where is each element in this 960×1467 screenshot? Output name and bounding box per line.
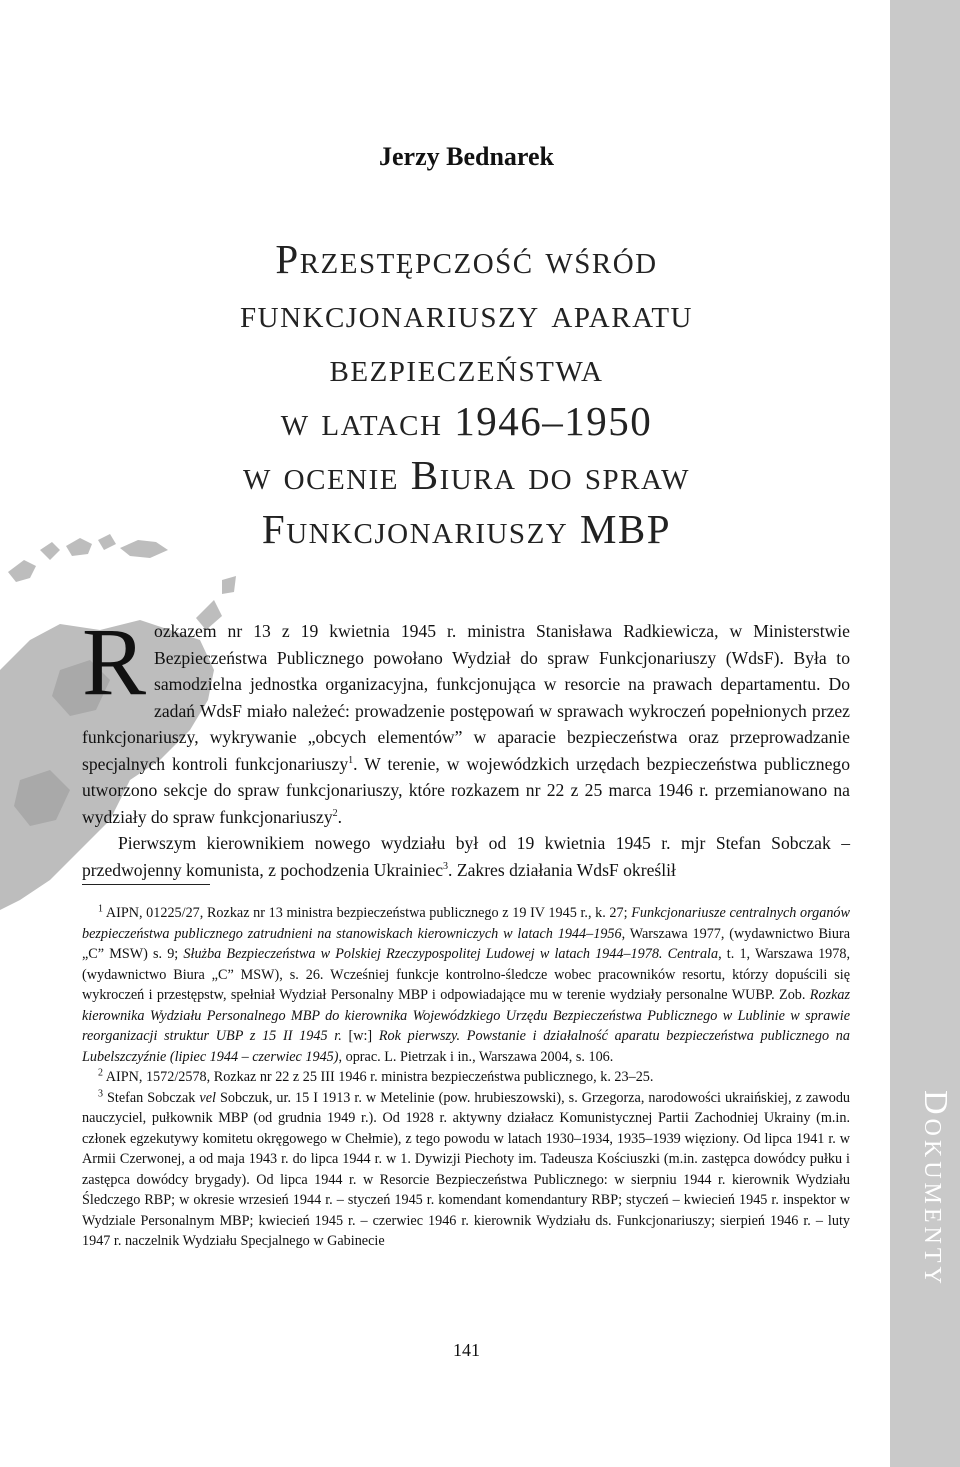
footnote-italic: vel	[199, 1089, 216, 1106]
footnote-text: AIPN, 1572/2578, Rozkaz nr 22 z 25 III 1946 r. ministra bezpieczeństwa publicznego, k. 23–25.	[103, 1069, 654, 1085]
paragraph	[82, 608, 851, 830]
footnote-separator	[82, 884, 210, 885]
title-line: w ocenie Biura do spraw	[243, 452, 690, 498]
footnote-number: 2	[98, 1067, 103, 1079]
footnote-number: 3	[98, 1087, 103, 1099]
paragraph-text: .	[337, 806, 343, 827]
paragraph-text: . Zakres działania WdsF określił	[448, 859, 676, 880]
footnote-text: , Warszawa 1977, (wydawnictwo Biura „C” MSW) s. 9;	[82, 925, 850, 962]
title-line: Przestępczość wśród	[275, 236, 658, 282]
footnote-text: , t. 1, Warszawa 1978, (wydawnictwo Biura „C” MSW), s. 26. Wcześniej funkcje kontrolno-śledcze wobec pracowników resortu, którzy dopuścili się wykroczeń i przestępstw, spełniał Wydział Personalny MBP i odpowiadające mu w terenie wydziały personalne WUBP. Zob.	[82, 946, 850, 1003]
body-text	[82, 608, 851, 883]
section-side-tab	[890, 0, 960, 1467]
footnote-1	[82, 903, 850, 1067]
title-line: funkcjonariuszy aparatu	[240, 290, 693, 336]
footnote-text: Sobczuk, ur. 15 I 1913 r. w Metelinie (pow. hrubieszowski), s. Grzegorza, narodowości ukraińskiej, z zawodu nauczyciel, pułkownik MBP (od grudnia 1949 r.). Od 1928 r. aktywny działacz Komunistycznej Partii Zachodniej Ukrainy (m.in. członek egzekutywy komitetu okręgowego w Chełmie), z tego powodu w latach 1930–1934, 1935–1939 więziony. Od lipca 1941 r. w Armii Czerwonej, a od maja 1943 r. do lipca 1944 r. w 1. Dywizji Piechoty im. Tadeusza Kościuszki (m.in. zastępca dowódcy pułku i zastępca dowódcy brygady). Od lipca 1944 r. w Resorcie Bezpieczeństwa Publicznego: w sierpniu 1944 r. kierownik Wydziału Śledczego RBP; w okresie wrzesień 1944 r. – styczeń 1945 r. komendant komendantury RBP; styczeń – kwiecień 1945 r. inspektor w Wydziale Personalnym MBP; kwiecień 1945 r. – czerwiec 1946 r. kierownik Wydziału ds. Funkcjonariuszy; sierpień 1946 r. – luty 1947 r. naczelnik Wydziału Specjalnego w Gabinecie	[82, 1089, 851, 1249]
paragraph-text: Pierwszym kierownikiem nowego wydziału był od 19 kwietnia 1945 r. mjr Stefan Sobczak – przedwojenny komunista, z pochodzenia Ukrainiec	[82, 833, 850, 880]
footnotes	[82, 903, 850, 1252]
article-title	[110, 232, 823, 556]
author-name: Jerzy Bednarek	[379, 142, 554, 171]
footnote-text: , oprac. L. Pietrzak i in., Warszawa 2004, s. 106.	[338, 1048, 614, 1065]
footnote-3	[82, 1088, 850, 1252]
footnote-2	[82, 1067, 850, 1088]
footnote-italic: Rok pierwszy. Powstanie i działalność aparatu bezpieczeństwa publicznego na Lubelszczyźnie (lipiec 1944 – czerwiec 1945)	[82, 1028, 850, 1065]
section-label: Dokumenty	[917, 1090, 954, 1288]
footnote-italic: Funkcjonariusze centralnych organów bezpieczeństwa publicznego zatrudnieni na stanowiskach kierowniczych w latach 1944–1956	[82, 905, 850, 942]
footnote-ref: 1	[348, 754, 354, 766]
footnote-text: AIPN, 01225/27, Rozkaz nr 13 ministra bezpieczeństwa publicznego z 19 IV 1945 r., k. 27;	[103, 905, 632, 921]
footnote-ref: 3	[443, 860, 449, 872]
page-number: 141	[453, 1340, 480, 1360]
paragraph	[82, 830, 850, 883]
footnote-number: 1	[98, 903, 103, 915]
drop-cap: R	[82, 608, 147, 715]
paragraph-text: . W terenie, w wojewódzkich urzędach bezpieczeństwa publicznego utworzono sekcje do spraw funkcjonariuszy, które rozkazem nr 22 z 25 marca 1946 r. przemianowano na wydziały do spraw funkcjonariuszy	[82, 753, 851, 827]
title-line: w latach 1946–1950	[280, 398, 653, 444]
footnote-italic: Rozkaz kierownika Wydziału Personalnego MBP do kierownika Wojewódzkiego Urzędu Bezpieczeństwa Publicznego w Lublinie w sprawie reorganizacji struktur UBP z 15 II 1945 r.	[82, 987, 850, 1044]
paragraph-text: ozkazem nr 13 z 19 kwietnia 1945 r. ministra Stanisława Radkiewicza, w Ministerstwie Bezpieczeństwa Publicznego powołano Wydział do spraw Funkcjonariuszy (WdsF). Była to samodzielna jednostka organizacyjna, funkcjonująca w resorcie na prawach departamentu. Do zadań WdsF miało należeć: prowadzenie postępowań w sprawach wykroczeń popełnionych przez funkcjonariuszy, wykrywanie „obcych elementów” w aparacie bezpieczeństwa oraz przeprowadzanie specjalnych kontroli funkcjonariuszy	[82, 621, 850, 774]
title-line: Funkcjonariuszy MBP	[261, 506, 672, 552]
footnote-text: Stefan Sobczak	[103, 1089, 200, 1106]
title-line: bezpieczeństwa	[329, 344, 604, 390]
footnote-text: [w:]	[341, 1028, 379, 1044]
footnote-ref: 2	[332, 807, 338, 819]
footnote-italic: Służba Bezpieczeństwa w Polskiej Rzeczypospolitej Ludowej w latach 1944–1978. Centrala	[183, 946, 719, 962]
